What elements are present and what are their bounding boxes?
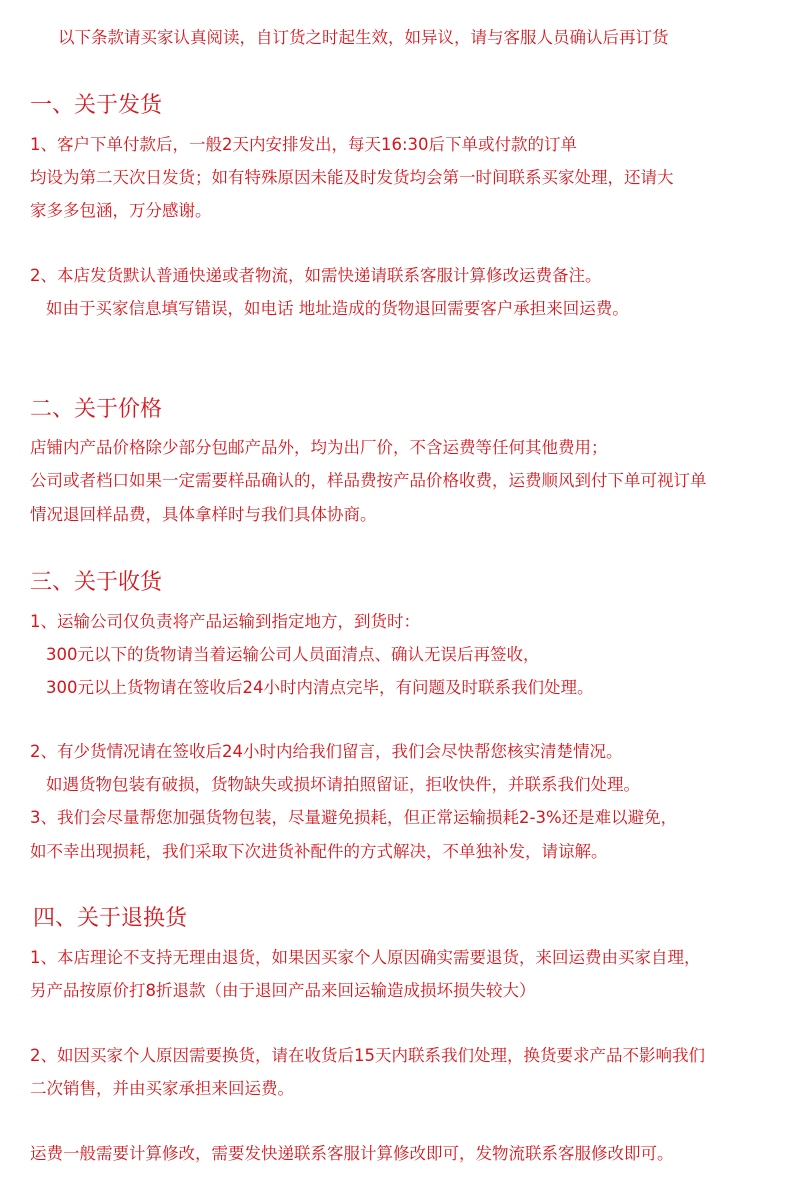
price-line-3: 情况退回样品费，具体拿样时与我们具体协商。 bbox=[30, 505, 377, 524]
receiving-line-4: 2、有少货情况请在签收后24小时内给我们留言，我们会尽快帮您核实清楚情况。 bbox=[30, 742, 623, 761]
receiving-line-5: 如遇货物包装有破损，货物缺失或损坏请拍照留证，拒收快件，并联系我们处理。 bbox=[46, 775, 640, 794]
section-title-receiving: 三、关于收货 bbox=[30, 570, 163, 595]
receiving-line-1: 1、运输公司仅负责将产品运输到指定地方，到货时： bbox=[30, 612, 420, 631]
price-line-2: 公司或者档口如果一定需要样品确认的，样品费按产品价格收费，运费顺风到付下单可视订单 bbox=[30, 471, 707, 490]
receiving-line-7: 如不幸出现损耗，我们采取下次进货补配件的方式解决，不单独补发，请谅解。 bbox=[30, 842, 608, 861]
receiving-line-2: 300元以下的货物请当着运输公司人员面清点、确认无误后再签收， bbox=[46, 645, 540, 664]
shipping-line-2: 均设为第二天次日发货；如有特殊原因未能及时发货均会第一时间联系买家处理，还请大 bbox=[30, 168, 674, 187]
returns-line-3: 2、如因买家个人原因需要换货，请在收货后15天内联系我们处理，换货要求产品不影响我们 bbox=[30, 1046, 705, 1065]
footer-note: 运费一般需要计算修改，需要发快递联系客服计算修改即可，发物流联系客服修改即可。 bbox=[30, 1144, 674, 1163]
section-title-returns: 四、关于退换货 bbox=[33, 906, 188, 931]
shipping-line-5: 如由于买家信息填写错误，如电话 地址造成的货物退回需要客户承担来回运费。 bbox=[46, 299, 629, 318]
section-title-shipping: 一、关于发货 bbox=[30, 93, 163, 118]
returns-line-2: 另产品按原价打8折退款（由于退回产品来回运输造成损坏损失较大） bbox=[30, 981, 536, 1000]
shipping-line-1: 1、客户下单付款后，一般2天内安排发出，每天16:30后下单或付款的订单 bbox=[30, 135, 578, 154]
receiving-line-6: 3、我们会尽量帮您加强货物包装，尽量避免损耗，但正常运输损耗2-3%还是难以避免， bbox=[30, 808, 678, 827]
shipping-line-3: 家多多包涵，万分感谢。 bbox=[30, 201, 212, 220]
returns-line-1: 1、本店理论不支持无理由退货，如果因买家个人原因确实需要退货，来回运费由买家自理， bbox=[30, 948, 701, 967]
shipping-line-4: 2、本店发货默认普通快递或者物流，如需快递请联系客服计算修改运费备注。 bbox=[30, 266, 602, 285]
intro-notice: 以下条款请买家认真阅读，自订货之时起生效，如异议，请与客服人员确认后再订货 bbox=[58, 28, 669, 47]
returns-line-4: 二次销售，并由买家承担来回运费。 bbox=[30, 1079, 294, 1098]
section-title-price: 二、关于价格 bbox=[30, 397, 163, 422]
price-line-1: 店铺内产品价格除少部分包邮产品外，均为出厂价，不含运费等任何其他费用； bbox=[30, 438, 608, 457]
receiving-line-3: 300元以上货物请在签收后24小时内清点完毕，有问题及时联系我们处理。 bbox=[46, 678, 594, 697]
